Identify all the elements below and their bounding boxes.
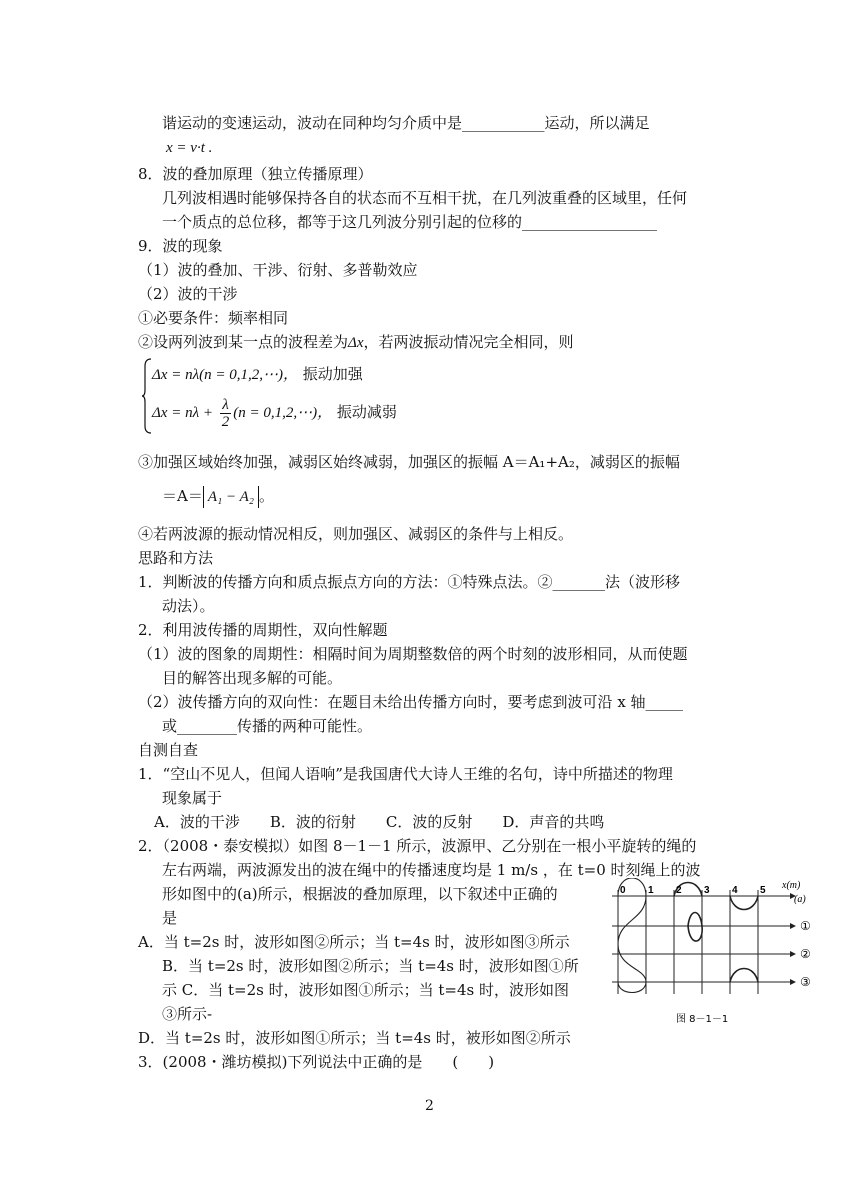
question-text: 3．(2008・潍坊模拟)下列说法中正确的是 ( ) (138, 1053, 495, 1071)
tick-label: 0 (620, 885, 626, 896)
equation-line (152, 364, 363, 385)
text-line: （2）波的干涉 (138, 285, 238, 303)
answer-option: D．当 t=2s 时，波形如图①所示；当 t=4s 时，被形如图②所示 (138, 1029, 571, 1047)
panel-label: (a) (794, 894, 806, 905)
answer-option: A．当 t=2s 时，波形如图②所示；当 t=4s 时，波形如图③所示 (138, 933, 570, 951)
answer-options: A．波的干涉 B．波的衍射 C．波的反射 D．声音的共鸣 (154, 813, 605, 831)
question-text: 左右两端，两波源发出的波在绳中的传播速度均是 1 m/s ，在 t=0 时刻绳上的波 (162, 861, 701, 879)
row-label: ① (800, 919, 811, 933)
text-line: （1）波的叠加、干涉、衍射、多普勒效应 (138, 261, 418, 279)
section-heading: 9．波的现象 (138, 237, 223, 255)
answer-option: B．当 t=2s 时，波形如图②所示；当 t=4s 时，波形如图①所 (162, 957, 579, 975)
section-heading: 8．波的叠加原理（独立传播原理） (138, 165, 373, 183)
equation: (n = 0,1,2,⋯)， (233, 405, 333, 421)
question-text: 2．（2008・泰安模拟）如图 8－1－1 所示，波源甲、乙分别在一根小平旋转的绳的 (138, 837, 697, 855)
text-line (162, 484, 274, 508)
text-line (138, 332, 574, 353)
text-segment: ，若两波振动情况完全相同，则 (363, 333, 574, 351)
text-line: 目的解答出现多解的可能。 (162, 669, 343, 687)
figure-caption: 图 8－1－1 (676, 1014, 729, 1025)
math-symbol: Δx (348, 335, 364, 351)
text-segment: ＝A＝ (162, 487, 203, 505)
tick-label: 3 (704, 885, 710, 896)
equation: Δx = nλ(n = 0,1,2,⋯)， (152, 367, 298, 383)
tick-label: 2 (676, 885, 682, 896)
text-line: 一个质点的总位移，都等于这几列波分别引起的位移的__________________ (162, 213, 658, 231)
text-line: 1．判断波的传播方向和质点振点方向的方法：①特殊点法。②_______法（波形移 (138, 573, 681, 591)
equation-label: 振动减弱 (336, 403, 397, 421)
row-label: ② (800, 947, 811, 961)
tick-label: 1 (648, 885, 654, 896)
section-heading: 自测自查 (138, 741, 199, 759)
tick-label: 4 (732, 885, 738, 896)
text-line: （2）波传播方向的双向性：在题目未给出传播方向时，要考虑到波可沿 x 轴_____ (138, 693, 684, 711)
text-line: 谐运动的变速运动，波动在同种均匀介质中是___________运动，所以满足 (162, 114, 650, 132)
answer-option: ③所示- (162, 1005, 213, 1023)
text-line: （1）波的图象的周期性：相隔时间为周期整数倍的两个时刻的波形相同，从而使题 (138, 645, 688, 663)
absolute-value: A₁ − A₂ (203, 486, 259, 508)
text-line: 动法）。 (162, 597, 215, 615)
text-line: 2．利用波传播的周期性，双向性解题 (138, 621, 388, 639)
text-line: ④若两波源的振动情况相反，则加强区、减弱区的条件与上相反。 (138, 525, 574, 543)
equation: Δx = nλ + (152, 405, 213, 421)
section-heading: 思路和方法 (138, 549, 214, 567)
equation-line (152, 394, 397, 434)
row-label: ③ (800, 975, 811, 989)
text-line: 或________传播的两种可能性。 (162, 717, 373, 735)
text-line: ③加强区域始终加强，减弱区始终减弱，加强区的振幅 A＝A₁+A₂，减弱区的振幅 (138, 453, 680, 471)
question-text: 是 (162, 909, 178, 927)
wave-figure (604, 878, 816, 1028)
page-number: 2 (425, 1098, 434, 1114)
question-text: 现象属于 (162, 789, 223, 807)
text-segment: 。 (258, 487, 274, 505)
question-text: 形如图中的(a)所示，根据波的叠加原理，以下叙述中正确的 (162, 885, 558, 903)
text-line: 几列波相遇时能够保持各自的状态而不互相干扰，在几列波重叠的区域里，任何 (162, 189, 688, 207)
left-brace (142, 358, 152, 434)
answer-option: 示 C．当 t=2s 时，波形如图①所示；当 t=4s 时，波形如图 (162, 981, 569, 999)
equation-label: 振动加强 (302, 365, 363, 383)
text-line: ①必要条件：频率相同 (138, 309, 289, 327)
question-text: 1．“空山不见人，但闻人语响”是我国唐代大诗人王维的名句，诗中所描述的物理 (138, 765, 673, 783)
axis-label: x(m) (782, 880, 801, 891)
text-segment: ②设两列波到某一点的波程差为 (138, 333, 349, 351)
text-line: x = v·t . (166, 140, 213, 156)
tick-label: 5 (760, 885, 766, 896)
fraction: $\frac{\lambda}{2}$ (221, 396, 230, 430)
